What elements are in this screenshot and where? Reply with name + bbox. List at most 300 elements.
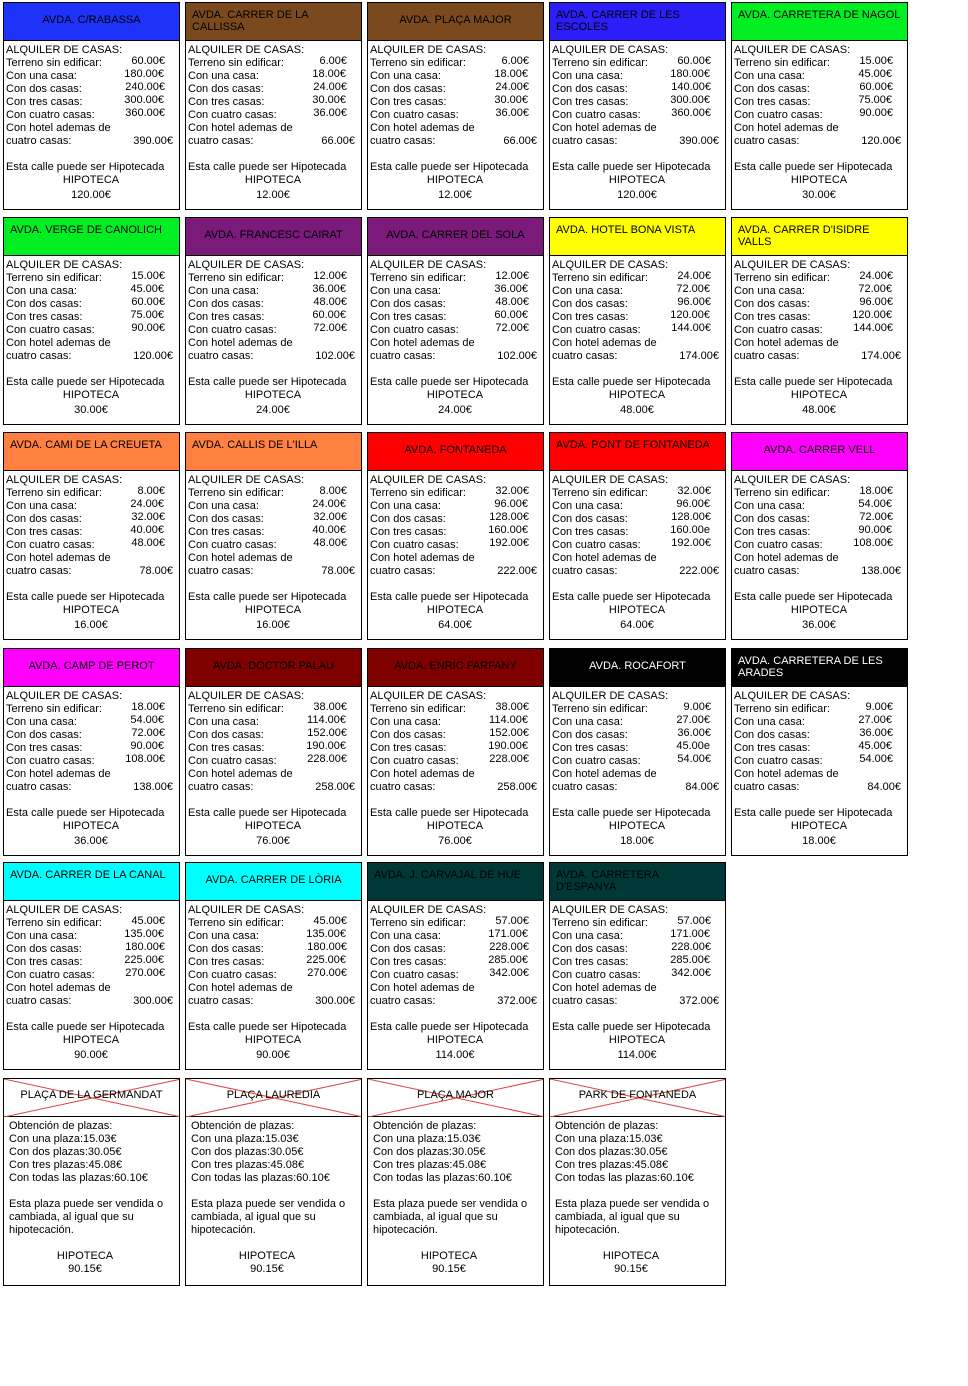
rent-value: 72.00€: [313, 322, 347, 334]
rent-title: ALQUILER DE CASAS:: [370, 690, 487, 702]
mortgage-note: Esta calle puede ser Hipotecada: [370, 591, 529, 603]
rent-label: Con tres casas:: [734, 311, 811, 323]
rent-value: 48.00€: [313, 537, 347, 549]
rent-label: Con dos casas:: [6, 298, 82, 310]
rent-value: 285.00€: [488, 954, 528, 966]
plaza-text: Obtención de plazas:: [555, 1120, 659, 1132]
mortgage-value: 76.00€: [256, 835, 290, 847]
mortgage-label: HIPOTECA: [62, 174, 120, 186]
card-header: [4, 3, 179, 41]
rent-label: Con tres casas:: [6, 956, 83, 968]
plaza-card[interactable]: [367, 1078, 544, 1286]
property-name: AVDA. FONTANEDA: [404, 444, 507, 456]
rent-value: 96.00€: [677, 296, 711, 308]
rent-label: Con dos casas:: [188, 83, 264, 95]
property-name: AVDA. CARRER DEL SOLA: [386, 229, 525, 241]
property-card[interactable]: [731, 217, 908, 425]
mortgage-label: HIPOTECA: [244, 1034, 302, 1046]
property-card[interactable]: [367, 217, 544, 425]
plaza-text: Con tres plazas:45.08€: [373, 1159, 487, 1171]
property-name: AVDA. ENRIC FARFANY: [394, 660, 517, 672]
plaza-text: Obtención de plazas:: [373, 1120, 477, 1132]
rent-label: Con hotel ademas de: [552, 122, 657, 134]
property-card[interactable]: [367, 862, 544, 1070]
card-header: [550, 863, 725, 901]
rent-value: 54.00€: [677, 753, 711, 765]
property-card[interactable]: [367, 2, 544, 210]
mortgage-label: HIPOTECA: [62, 1034, 120, 1046]
card-header: [550, 1079, 725, 1117]
rent-value: 144.00€: [671, 322, 711, 334]
rent-label: Terreno sin edificar:: [552, 272, 648, 284]
mortgage-value: 76.00€: [438, 835, 472, 847]
rent-value: 300.00€: [133, 995, 173, 1007]
plaza-text: Con todas las plazas:60.10€: [191, 1172, 330, 1184]
plaza-name: PLAÇA DE LA GERMANDAT: [20, 1089, 163, 1101]
rent-value: 27.00€: [676, 714, 710, 726]
mortgage-note: Esta calle puede ser Hipotecada: [552, 376, 711, 388]
rent-value: 24.00€: [859, 270, 893, 282]
plaza-card[interactable]: [549, 1078, 726, 1286]
rent-value: 300.00€: [124, 94, 164, 106]
rent-label: cuatro casas:: [552, 565, 618, 577]
rent-label: Con cuatro casas:: [552, 109, 641, 121]
property-card[interactable]: [3, 217, 180, 425]
rent-label: Con hotel ademas de: [552, 982, 657, 994]
property-name: AVDA. CAMI DE LA CREUETA: [10, 439, 162, 451]
rent-label: cuatro casas:: [552, 350, 618, 362]
rent-label: Con hotel ademas de: [188, 337, 293, 349]
rent-value: 160.00e: [670, 524, 710, 536]
property-card[interactable]: [185, 862, 362, 1070]
property-card[interactable]: [549, 648, 726, 856]
rent-label: cuatro casas:: [734, 135, 800, 147]
rent-title: ALQUILER DE CASAS:: [188, 904, 305, 916]
rent-label: Con hotel ademas de: [734, 552, 839, 564]
rent-label: Con dos casas:: [370, 298, 446, 310]
property-card[interactable]: [3, 862, 180, 1070]
plaza-text: Con dos plazas:30.05€: [191, 1146, 304, 1158]
rent-value: 180.00€: [307, 941, 347, 953]
rent-value: 45.00€: [131, 915, 165, 927]
rent-title: ALQUILER DE CASAS:: [188, 44, 305, 56]
property-name: AVDA. PONT DE FONTANEDA: [556, 439, 711, 451]
mortgage-label: HIPOTECA: [62, 820, 120, 832]
property-name: AVDA. CARRER DE LES ESCOLES: [556, 9, 680, 33]
rent-title: ALQUILER DE CASAS:: [552, 259, 669, 271]
property-card[interactable]: [3, 432, 180, 640]
plaza-card[interactable]: [3, 1078, 180, 1286]
mortgage-note: Esta calle puede ser Hipotecada: [552, 161, 711, 173]
rent-value: 32.00€: [677, 485, 711, 497]
plaza-text: cambiada, al igual que su: [555, 1211, 680, 1223]
mortgage-note: Esta calle puede ser Hipotecada: [6, 591, 165, 603]
rent-label: Con una casa:: [734, 285, 805, 297]
rent-value: 18.00€: [131, 701, 165, 713]
rent-label: Terreno sin edificar:: [370, 703, 466, 715]
rent-label: Con hotel ademas de: [370, 122, 475, 134]
rent-value: 48.00€: [495, 296, 529, 308]
mortgage-label: HIPOTECA: [790, 604, 848, 616]
rent-value: 54.00€: [859, 753, 893, 765]
property-name: AVDA. ROCAFORT: [589, 660, 686, 672]
rent-value: 38.00€: [313, 701, 347, 713]
card-header: [186, 218, 361, 256]
rent-value: 8.00€: [137, 485, 165, 497]
rent-label: Con tres casas:: [734, 96, 811, 108]
property-name: AVDA. CAMP DE PEROT: [28, 660, 155, 672]
rent-label: Con hotel ademas de: [6, 337, 111, 349]
rent-label: Terreno sin edificar:: [734, 487, 830, 499]
rent-label: Con una casa:: [552, 500, 623, 512]
rent-value: 152.00€: [489, 727, 529, 739]
rent-value: 36.00€: [494, 283, 528, 295]
rent-label: Con una casa:: [6, 930, 77, 942]
mortgage-note: Esta calle puede ser Hipotecada: [734, 161, 893, 173]
rent-label: Con una casa:: [370, 285, 441, 297]
rent-label: Terreno sin edificar:: [370, 272, 466, 284]
rent-label: Con tres casas:: [188, 526, 265, 538]
mortgage-value: 48.00€: [802, 404, 836, 416]
rent-value: 72.00€: [858, 283, 892, 295]
rent-label: Con hotel ademas de: [370, 982, 475, 994]
rent-value: 72.00€: [131, 727, 165, 739]
rent-label: Con tres casas:: [370, 956, 447, 968]
rent-value: 135.00€: [124, 928, 164, 940]
rent-label: Terreno sin edificar:: [552, 917, 648, 929]
rent-label: Con hotel ademas de: [552, 337, 657, 349]
mortgage-value: 24.00€: [438, 404, 472, 416]
mortgage-label: HIPOTECA: [238, 1250, 296, 1262]
rent-value: 300.00€: [315, 995, 355, 1007]
rent-value: 8.00€: [319, 485, 347, 497]
plaza-text: Con todas las plazas:60.10€: [373, 1172, 512, 1184]
rent-value: 114.00€: [489, 714, 528, 726]
mortgage-label: HIPOTECA: [62, 604, 120, 616]
mortgage-note: Esta calle puede ser Hipotecada: [370, 807, 529, 819]
mortgage-note: Esta calle puede ser Hipotecada: [370, 161, 529, 173]
rent-label: cuatro casas:: [370, 350, 436, 362]
rent-title: ALQUILER DE CASAS:: [188, 474, 305, 486]
rent-label: Terreno sin edificar:: [734, 272, 830, 284]
property-name: AVDA. CARRER VELL: [763, 444, 876, 456]
rent-label: Con una casa:: [370, 930, 441, 942]
mortgage-note: Esta calle puede ser Hipotecada: [6, 807, 165, 819]
rent-label: Con cuatro casas:: [6, 539, 95, 551]
rent-value: 32.00€: [131, 511, 165, 523]
property-card[interactable]: [731, 432, 908, 640]
card-header: [550, 218, 725, 256]
rent-label: Con cuatro casas:: [188, 969, 277, 981]
property-name: AVDA. VERGE DE CANOLICH: [10, 224, 162, 236]
rent-label: Con tres casas:: [370, 526, 447, 538]
plaza-text: cambiada, al igual que su: [373, 1211, 498, 1223]
rent-value: 258.00€: [497, 781, 537, 793]
rent-label: Con cuatro casas:: [370, 324, 459, 336]
rent-title: ALQUILER DE CASAS:: [6, 44, 123, 56]
property-name: AVDA. CARRER DE LA CANAL: [10, 869, 166, 881]
mortgage-label: HIPOTECA: [420, 1250, 478, 1262]
rent-label: Con una casa:: [734, 70, 805, 82]
rent-label: Con hotel ademas de: [188, 768, 293, 780]
plaza-text: Con una plaza:15.03€: [555, 1133, 663, 1145]
plaza-text: Con todas las plazas:60.10€: [9, 1172, 148, 1184]
rent-label: Con tres casas:: [188, 96, 265, 108]
rent-label: Con una casa:: [6, 500, 77, 512]
mortgage-label: HIPOTECA: [56, 1250, 114, 1262]
card-header: [368, 433, 543, 471]
plaza-name: PARK DE FONTANEDA: [578, 1089, 697, 1101]
rent-label: Con hotel ademas de: [734, 337, 839, 349]
rent-value: 180.00€: [125, 941, 165, 953]
rent-label: Con cuatro casas:: [6, 755, 95, 767]
property-card[interactable]: [367, 432, 544, 640]
rent-label: cuatro casas:: [734, 781, 800, 793]
mortgage-note: Esta calle puede ser Hipotecada: [552, 807, 711, 819]
mortgage-value: 90.00€: [74, 1049, 108, 1061]
rent-title: ALQUILER DE CASAS:: [6, 259, 123, 271]
property-name: AVDA. CARRETERA D'ESPANYA: [556, 869, 659, 893]
plaza-card[interactable]: [185, 1078, 362, 1286]
rent-value: 171.00€: [488, 928, 528, 940]
card-header: [186, 1079, 361, 1117]
rent-label: Con tres casas:: [734, 526, 811, 538]
property-name: AVDA. FRANCESC CAIRAT: [204, 229, 343, 241]
rent-label: Con dos casas:: [370, 83, 446, 95]
rent-label: Con dos casas:: [370, 513, 446, 525]
rent-label: Con una casa:: [188, 500, 259, 512]
rent-label: Con dos casas:: [6, 943, 82, 955]
rent-label: Con una casa:: [370, 70, 441, 82]
mortgage-label: HIPOTECA: [426, 820, 484, 832]
rent-label: Terreno sin edificar:: [6, 57, 102, 69]
rent-value: 48.00€: [131, 537, 165, 549]
rent-value: 60.00€: [859, 81, 893, 93]
rent-value: 54.00€: [858, 498, 892, 510]
card-header: [368, 863, 543, 901]
mortgage-value: 90.00€: [256, 1049, 290, 1061]
rent-value: 342.00€: [489, 967, 529, 979]
plaza-text: cambiada, al igual que su: [191, 1211, 316, 1223]
rent-value: 135.00€: [306, 928, 346, 940]
plaza-text: hipotecación.: [9, 1224, 74, 1236]
rent-label: Con dos casas:: [734, 513, 810, 525]
rent-title: ALQUILER DE CASAS:: [6, 904, 123, 916]
mortgage-value: 120.00€: [71, 189, 111, 201]
rent-label: cuatro casas:: [370, 995, 436, 1007]
rent-value: 12.00€: [495, 270, 529, 282]
rent-label: Con cuatro casas:: [552, 755, 641, 767]
rent-label: Con una casa:: [6, 285, 77, 297]
rent-label: Con tres casas:: [188, 742, 265, 754]
mortgage-value: 36.00€: [74, 835, 108, 847]
plaza-text: Con tres plazas:45.08€: [191, 1159, 305, 1171]
plaza-text: Con dos plazas:30.05€: [9, 1146, 122, 1158]
rent-value: 152.00€: [307, 727, 347, 739]
mortgage-label: HIPOTECA: [244, 820, 302, 832]
card-header: [732, 433, 907, 471]
mortgage-label: HIPOTECA: [244, 604, 302, 616]
property-card[interactable]: [549, 432, 726, 640]
mortgage-label: HIPOTECA: [62, 389, 120, 401]
rent-value: 30.00€: [312, 94, 346, 106]
rent-label: Con dos casas:: [188, 943, 264, 955]
rent-label: Con una casa:: [370, 716, 441, 728]
rent-label: Con cuatro casas:: [734, 109, 823, 121]
property-card[interactable]: [3, 2, 180, 210]
mortgage-note: Esta calle puede ser Hipotecada: [370, 376, 529, 388]
rent-value: 24.00€: [130, 498, 164, 510]
rent-label: cuatro casas:: [188, 135, 254, 147]
property-card[interactable]: [185, 648, 362, 856]
rent-label: Con cuatro casas:: [6, 969, 95, 981]
rent-value: 90.00€: [859, 107, 893, 119]
rent-label: Con tres casas:: [552, 742, 629, 754]
rent-label: Con una casa:: [188, 716, 259, 728]
rent-value: 60.00€: [131, 55, 165, 67]
plaza-text: Obtención de plazas:: [9, 1120, 113, 1132]
mortgage-value: 16.00€: [256, 619, 290, 631]
rent-label: Con cuatro casas:: [188, 755, 277, 767]
rent-label: Con hotel ademas de: [734, 768, 839, 780]
rent-label: Con dos casas:: [734, 729, 810, 741]
rent-label: Con cuatro casas:: [552, 969, 641, 981]
rent-label: cuatro casas:: [188, 995, 254, 1007]
rent-label: Terreno sin edificar:: [6, 272, 102, 284]
mortgage-value: 16.00€: [74, 619, 108, 631]
rent-label: cuatro casas:: [188, 565, 254, 577]
rent-label: Con dos casas:: [6, 513, 82, 525]
rent-value: 360.00€: [125, 107, 165, 119]
mortgage-label: HIPOTECA: [608, 389, 666, 401]
rent-label: Con dos casas:: [370, 729, 446, 741]
property-name: AVDA. DOCTOR PALAU: [212, 660, 335, 672]
card-header: [186, 649, 361, 687]
rent-label: Con cuatro casas:: [552, 324, 641, 336]
mortgage-value: 90.15€: [432, 1263, 466, 1275]
rent-label: Con cuatro casas:: [734, 539, 823, 551]
mortgage-note: Esta calle puede ser Hipotecada: [734, 376, 893, 388]
property-name: AVDA. CARRETERA DE NAGOL: [738, 9, 901, 21]
rent-label: Con cuatro casas:: [188, 324, 277, 336]
rent-label: Con una casa:: [734, 716, 805, 728]
rent-label: Con una casa:: [188, 70, 259, 82]
rent-value: 160.00€: [488, 524, 528, 536]
rent-value: 57.00€: [677, 915, 711, 927]
rent-value: 120.00€: [670, 309, 710, 321]
plaza-text: hipotecación.: [373, 1224, 438, 1236]
property-card[interactable]: [549, 862, 726, 1070]
rent-label: Con tres casas:: [370, 96, 447, 108]
rent-value: 114.00€: [307, 714, 346, 726]
rent-value: 102.00€: [315, 350, 355, 362]
rent-title: ALQUILER DE CASAS:: [188, 690, 305, 702]
rent-value: 96.00€: [494, 498, 528, 510]
rent-title: ALQUILER DE CASAS:: [6, 474, 123, 486]
rent-title: ALQUILER DE CASAS:: [734, 690, 851, 702]
rent-value: 60.00€: [677, 55, 711, 67]
property-card[interactable]: [549, 217, 726, 425]
property-card[interactable]: [731, 648, 908, 856]
rent-label: Terreno sin edificar:: [188, 487, 284, 499]
plaza-text: Con todas las plazas:60.10€: [555, 1172, 694, 1184]
rent-label: Con tres casas:: [552, 956, 629, 968]
rent-label: Con hotel ademas de: [552, 552, 657, 564]
mortgage-label: HIPOTECA: [608, 820, 666, 832]
rent-value: 36.00€: [495, 107, 529, 119]
mortgage-label: HIPOTECA: [608, 1034, 666, 1046]
rent-value: 72.00€: [859, 511, 893, 523]
rent-label: Con dos casas:: [188, 513, 264, 525]
mortgage-note: Esta calle puede ser Hipotecada: [188, 161, 347, 173]
rent-value: 138.00€: [861, 565, 901, 577]
mortgage-label: HIPOTECA: [426, 1034, 484, 1046]
mortgage-value: 24.00€: [256, 404, 290, 416]
rent-value: 78.00€: [139, 565, 173, 577]
property-card[interactable]: [367, 648, 544, 856]
mortgage-value: 120.00€: [617, 189, 657, 201]
rent-value: 192.00€: [489, 537, 529, 549]
property-name: AVDA. CARRER DE LA CALLISSA: [192, 9, 308, 33]
card-header: [4, 649, 179, 687]
property-card[interactable]: [185, 2, 362, 210]
rent-label: cuatro casas:: [552, 781, 618, 793]
rent-value: 24.00€: [495, 81, 529, 93]
rent-label: Con tres casas:: [6, 311, 83, 323]
rent-label: Con tres casas:: [370, 742, 447, 754]
rent-value: 45.00€: [858, 740, 892, 752]
plaza-text: Esta plaza puede ser vendida o: [373, 1198, 528, 1210]
property-card[interactable]: [185, 432, 362, 640]
rent-label: cuatro casas:: [6, 781, 72, 793]
mortgage-value: 12.00€: [256, 189, 290, 201]
rent-value: 240.00€: [125, 81, 165, 93]
rent-title: ALQUILER DE CASAS:: [188, 259, 305, 271]
rent-value: 40.00€: [312, 524, 346, 536]
rent-value: 342.00€: [671, 967, 711, 979]
property-name: AVDA. C/RABASSA: [42, 14, 141, 26]
rent-value: 9.00€: [683, 701, 711, 713]
property-card[interactable]: [3, 648, 180, 856]
rent-value: 90.00€: [131, 322, 165, 334]
rent-label: Con una casa:: [6, 716, 77, 728]
rent-title: ALQUILER DE CASAS:: [6, 690, 123, 702]
rent-label: Con hotel ademas de: [6, 122, 111, 134]
rent-label: cuatro casas:: [6, 135, 72, 147]
mortgage-value: 12.00€: [438, 189, 472, 201]
rent-value: 45.00€: [313, 915, 347, 927]
mortgage-label: HIPOTECA: [244, 389, 302, 401]
rent-label: Con dos casas:: [6, 729, 82, 741]
property-card[interactable]: [731, 2, 908, 210]
card-header: [4, 433, 179, 471]
rent-value: 270.00€: [125, 967, 165, 979]
mortgage-label: HIPOTECA: [602, 1250, 660, 1262]
property-card[interactable]: [549, 2, 726, 210]
rent-label: Terreno sin edificar:: [552, 487, 648, 499]
rent-value: 190.00€: [306, 740, 346, 752]
rent-value: 9.00€: [865, 701, 893, 713]
property-card[interactable]: [185, 217, 362, 425]
rent-value: 18.00€: [494, 68, 528, 80]
rent-value: 120.00€: [861, 135, 901, 147]
mortgage-value: 30.00€: [802, 189, 836, 201]
card-header: [4, 863, 179, 901]
rent-value: 222.00€: [497, 565, 537, 577]
plaza-text: Con dos plazas:30.05€: [555, 1146, 668, 1158]
plaza-text: Esta plaza puede ser vendida o: [9, 1198, 164, 1210]
rent-value: 96.00€: [859, 296, 893, 308]
